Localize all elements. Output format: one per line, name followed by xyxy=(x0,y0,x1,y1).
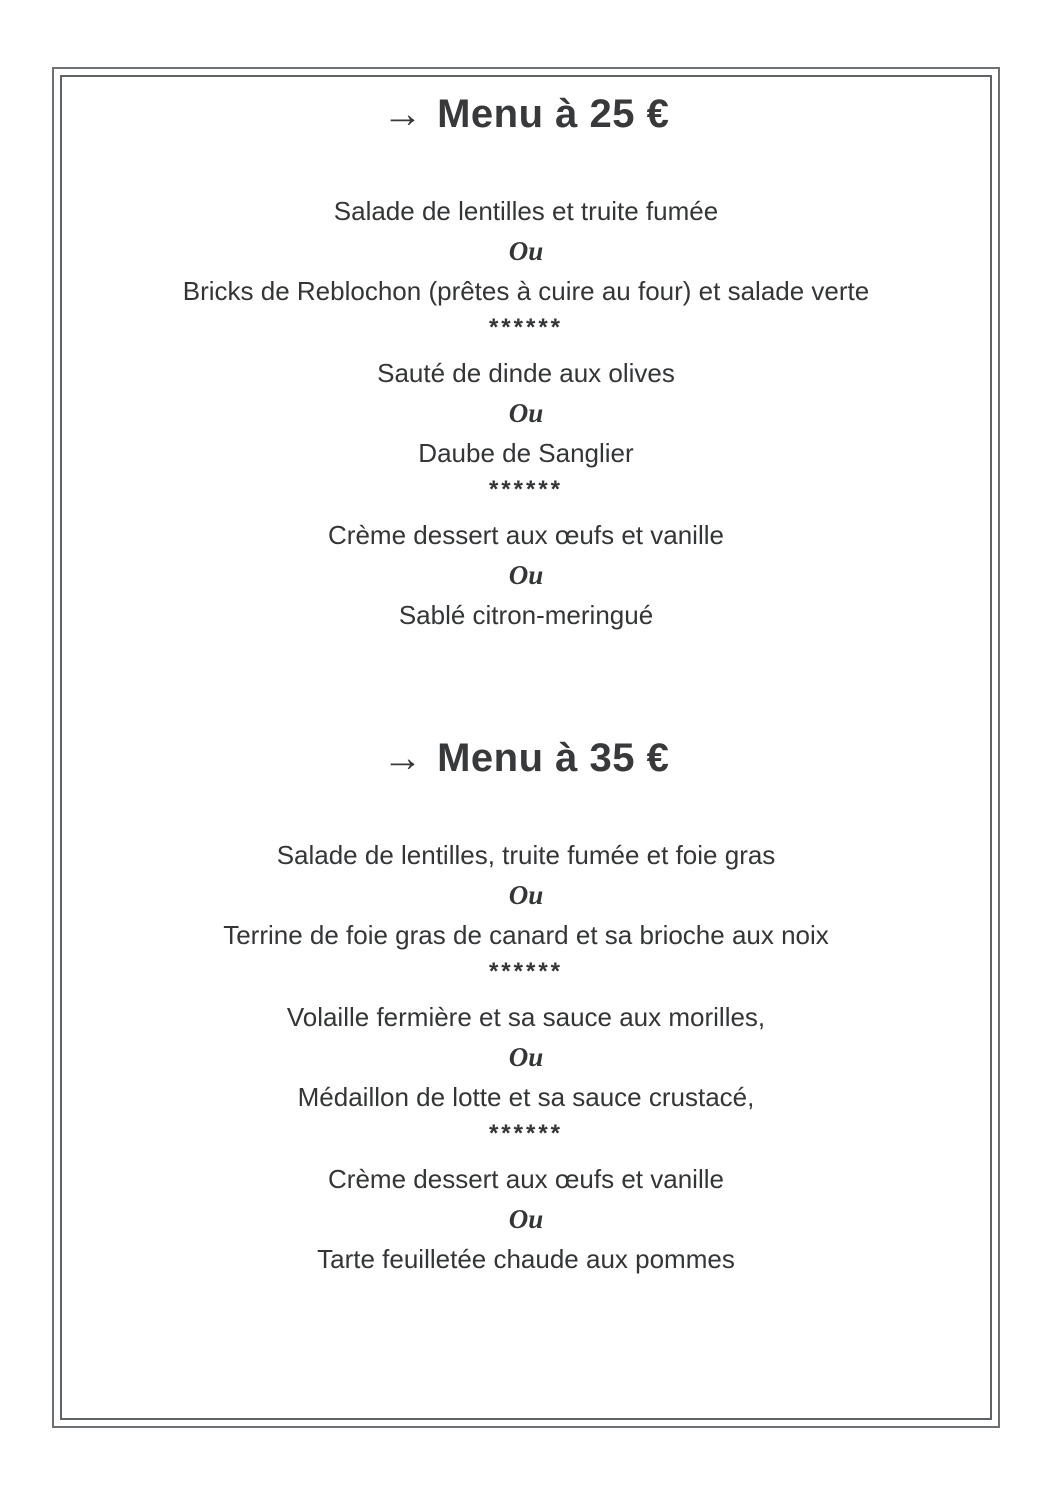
menu-item-dessert-2: Sablé citron-meringué xyxy=(398,600,654,630)
menu-item-starter-2: Bricks de Reblochon (prêtes à cuire au four) et salade verte xyxy=(182,276,870,306)
menu-item-starter-1: Salade de lentilles et truite fumée xyxy=(333,196,719,226)
menu-35-title xyxy=(62,735,990,781)
course-separator: ****** xyxy=(488,314,564,341)
menu-25-title xyxy=(62,91,990,137)
menu-item-main-2: Médaillon de lotte et sa sauce crustacé, xyxy=(297,1082,755,1112)
or-label: Ou xyxy=(508,1204,544,1234)
menu-item-dessert-2: Tarte feuilletée chaude aux pommes xyxy=(317,1244,735,1274)
arrow-icon: → xyxy=(382,736,424,780)
page-border-outer xyxy=(52,67,1000,1428)
menu-section-25 xyxy=(62,91,990,635)
arrow-icon: → xyxy=(382,92,424,136)
or-label: Ou xyxy=(508,1042,544,1072)
menu-25-title-text: Menu à 25 € xyxy=(437,92,670,136)
or-label: Ou xyxy=(508,880,544,910)
menu-item-main-2: Daube de Sanglier xyxy=(418,438,634,468)
menu-35-items xyxy=(62,835,990,1279)
menu-item-dessert-1: Crème dessert aux œufs et vanille xyxy=(328,1164,724,1194)
menu-25-items xyxy=(62,191,990,635)
or-label: Ou xyxy=(508,560,544,590)
menu-section-35 xyxy=(62,735,990,1279)
menu-item-starter-2: Terrine de foie gras de canard et sa brioche aux noix xyxy=(223,920,829,950)
menu-item-dessert-1: Crème dessert aux œufs et vanille xyxy=(328,520,724,550)
or-label: Ou xyxy=(508,398,544,428)
page-border-inner xyxy=(60,75,992,1420)
menu-item-main-1: Sauté de dinde aux olives xyxy=(377,358,675,388)
course-separator: ****** xyxy=(488,476,564,503)
or-label: Ou xyxy=(508,236,544,266)
course-separator: ****** xyxy=(488,1120,564,1147)
menu-item-main-1: Volaille fermière et sa sauce aux morilles, xyxy=(286,1002,766,1032)
menu-item-starter-1: Salade de lentilles, truite fumée et foie gras xyxy=(276,840,776,870)
menu-35-title-text: Menu à 35 € xyxy=(437,736,670,780)
course-separator: ****** xyxy=(488,958,564,985)
